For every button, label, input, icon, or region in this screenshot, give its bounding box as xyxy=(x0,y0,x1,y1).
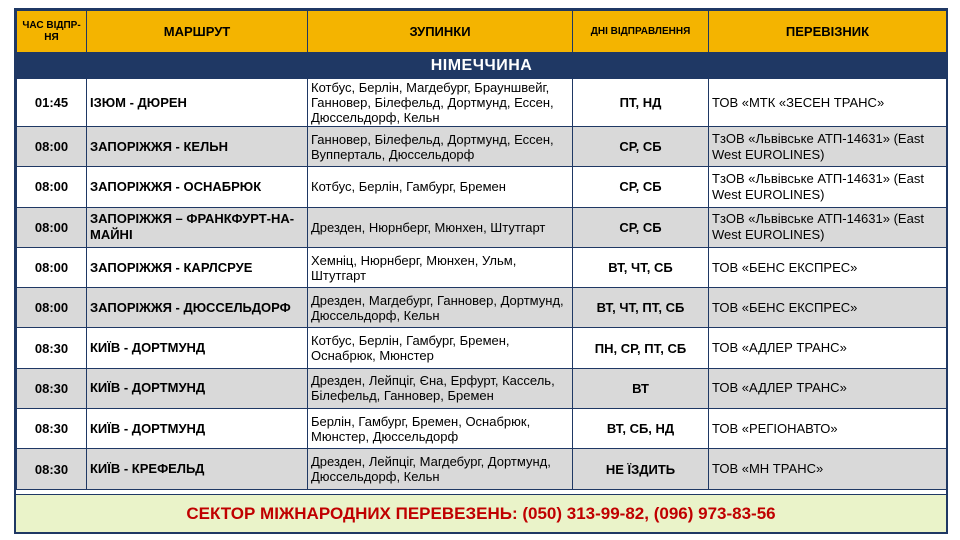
cell-route: КИЇВ - КРЕФЕЛЬД xyxy=(87,449,308,489)
cell-carrier: ТзОВ «Львівське АТП-14631» (East West EUROLINES) xyxy=(709,127,947,167)
cell-days: ВТ, ЧТ, ПТ, СБ xyxy=(573,288,709,328)
cell-carrier: ТзОВ «Львівське АТП-14631» (East West EUROLINES) xyxy=(709,167,947,207)
cell-time: 08:30 xyxy=(17,368,87,408)
cell-route: ЗАПОРІЖЖЯ - ОСНАБРЮК xyxy=(87,167,308,207)
cell-days: ВТ, ЧТ, СБ xyxy=(573,247,709,287)
cell-route: ЗАПОРІЖЖЯ – ФРАНКФУРТ-НА-МАЙНІ xyxy=(87,207,308,247)
cell-time: 08:00 xyxy=(17,127,87,167)
cell-stops: Дрезден, Нюрнберг, Мюнхен, Штутгарт xyxy=(308,207,573,247)
cell-route: КИЇВ - ДОРТМУНД xyxy=(87,409,308,449)
cell-days: СР, СБ xyxy=(573,207,709,247)
cell-stops: Котбус, Берлін, Гамбург, Бремен xyxy=(308,167,573,207)
table-row xyxy=(17,207,947,247)
header-days: ДНІ ВІДПРАВЛЕННЯ xyxy=(573,11,709,53)
table-row xyxy=(17,127,947,167)
cell-days: НЕ ЇЗДИТЬ xyxy=(573,449,709,489)
table-row xyxy=(17,79,947,127)
cell-stops: Ганновер, Білефельд, Дортмунд, Ессен, Вупперталь, Дюссельдорф xyxy=(308,127,573,167)
cell-route: ІЗЮМ - ДЮРЕН xyxy=(87,79,308,127)
cell-time: 01:45 xyxy=(17,79,87,127)
cell-route: КИЇВ - ДОРТМУНД xyxy=(87,328,308,368)
cell-stops: Котбус, Берлін, Гамбург, Бремен, Оснабрюк, Мюнстер xyxy=(308,328,573,368)
cell-carrier: ТОВ «БЕНС ЕКСПРЕС» xyxy=(709,288,947,328)
cell-stops: Дрезден, Лейпціг, Єна, Ерфурт, Кассель, Білефельд, Ганновер, Бремен xyxy=(308,368,573,408)
cell-route: ЗАПОРІЖЖЯ - КЕЛЬН xyxy=(87,127,308,167)
header-row xyxy=(17,11,947,53)
cell-days: ПТ, НД xyxy=(573,79,709,127)
cell-time: 08:00 xyxy=(17,167,87,207)
cell-stops: Хемніц, Нюрнберг, Мюнхен, Ульм, Штутгарт xyxy=(308,247,573,287)
cell-time: 08:00 xyxy=(17,207,87,247)
cell-stops: Дрезден, Лейпціг, Магдебург, Дортмунд, Дюссельдорф, Кельн xyxy=(308,449,573,489)
header-stops: ЗУПИНКИ xyxy=(308,11,573,53)
cell-carrier: ТОВ «РЕГІОНАВТО» xyxy=(709,409,947,449)
header-carrier: ПЕРЕВІЗНИК xyxy=(709,11,947,53)
country-row xyxy=(17,53,947,79)
cell-time: 08:30 xyxy=(17,409,87,449)
cell-days: ПН, СР, ПТ, СБ xyxy=(573,328,709,368)
cell-time: 08:30 xyxy=(17,328,87,368)
cell-days: ВТ xyxy=(573,368,709,408)
table-row xyxy=(17,449,947,489)
cell-carrier: ТОВ «АДЛЕР ТРАНС» xyxy=(709,328,947,368)
cell-carrier: ТОВ «БЕНС ЕКСПРЕС» xyxy=(709,247,947,287)
table-row xyxy=(17,247,947,287)
schedule-frame xyxy=(14,8,948,534)
cell-carrier: ТзОВ «Львівське АТП-14631» (East West EUROLINES) xyxy=(709,207,947,247)
cell-route: КИЇВ - ДОРТМУНД xyxy=(87,368,308,408)
cell-days: ВТ, СБ, НД xyxy=(573,409,709,449)
header-time: ЧАС ВІДПР-НЯ xyxy=(17,11,87,53)
cell-carrier: ТОВ «МН ТРАНС» xyxy=(709,449,947,489)
cell-time: 08:00 xyxy=(17,247,87,287)
cell-carrier: ТОВ «АДЛЕР ТРАНС» xyxy=(709,368,947,408)
header-route: МАРШРУТ xyxy=(87,11,308,53)
cell-stops: Дрезден, Магдебург, Ганновер, Дортмунд, Дюссельдорф, Кельн xyxy=(308,288,573,328)
cell-stops: Берлін, Гамбург, Бремен, Оснабрюк, Мюнстер, Дюссельдорф xyxy=(308,409,573,449)
cell-carrier: ТОВ «МТК «ЗЕСЕН ТРАНС» xyxy=(709,79,947,127)
cell-days: СР, СБ xyxy=(573,167,709,207)
cell-stops: Котбус, Берлін, Магдебург, Брауншвейг, Ганновер, Білефельд, Дортмунд, Ессен, Дюссельдорф, Кельн xyxy=(308,79,573,127)
table-row xyxy=(17,368,947,408)
schedule-table xyxy=(16,10,947,490)
table-row xyxy=(17,409,947,449)
table-row xyxy=(17,288,947,328)
cell-time: 08:30 xyxy=(17,449,87,489)
cell-time: 08:00 xyxy=(17,288,87,328)
cell-days: СР, СБ xyxy=(573,127,709,167)
cell-route: ЗАПОРІЖЖЯ - ДЮССЕЛЬДОРФ xyxy=(87,288,308,328)
country-title: НІМЕЧЧИНА xyxy=(17,53,947,79)
table-row xyxy=(17,328,947,368)
contact-footer: СЕКТОР МІЖНАРОДНИХ ПЕРЕВЕЗЕНЬ: (050) 313-99-82, (096) 973-83-56 xyxy=(16,494,946,532)
table-row xyxy=(17,167,947,207)
cell-route: ЗАПОРІЖЖЯ - КАРЛСРУЕ xyxy=(87,247,308,287)
